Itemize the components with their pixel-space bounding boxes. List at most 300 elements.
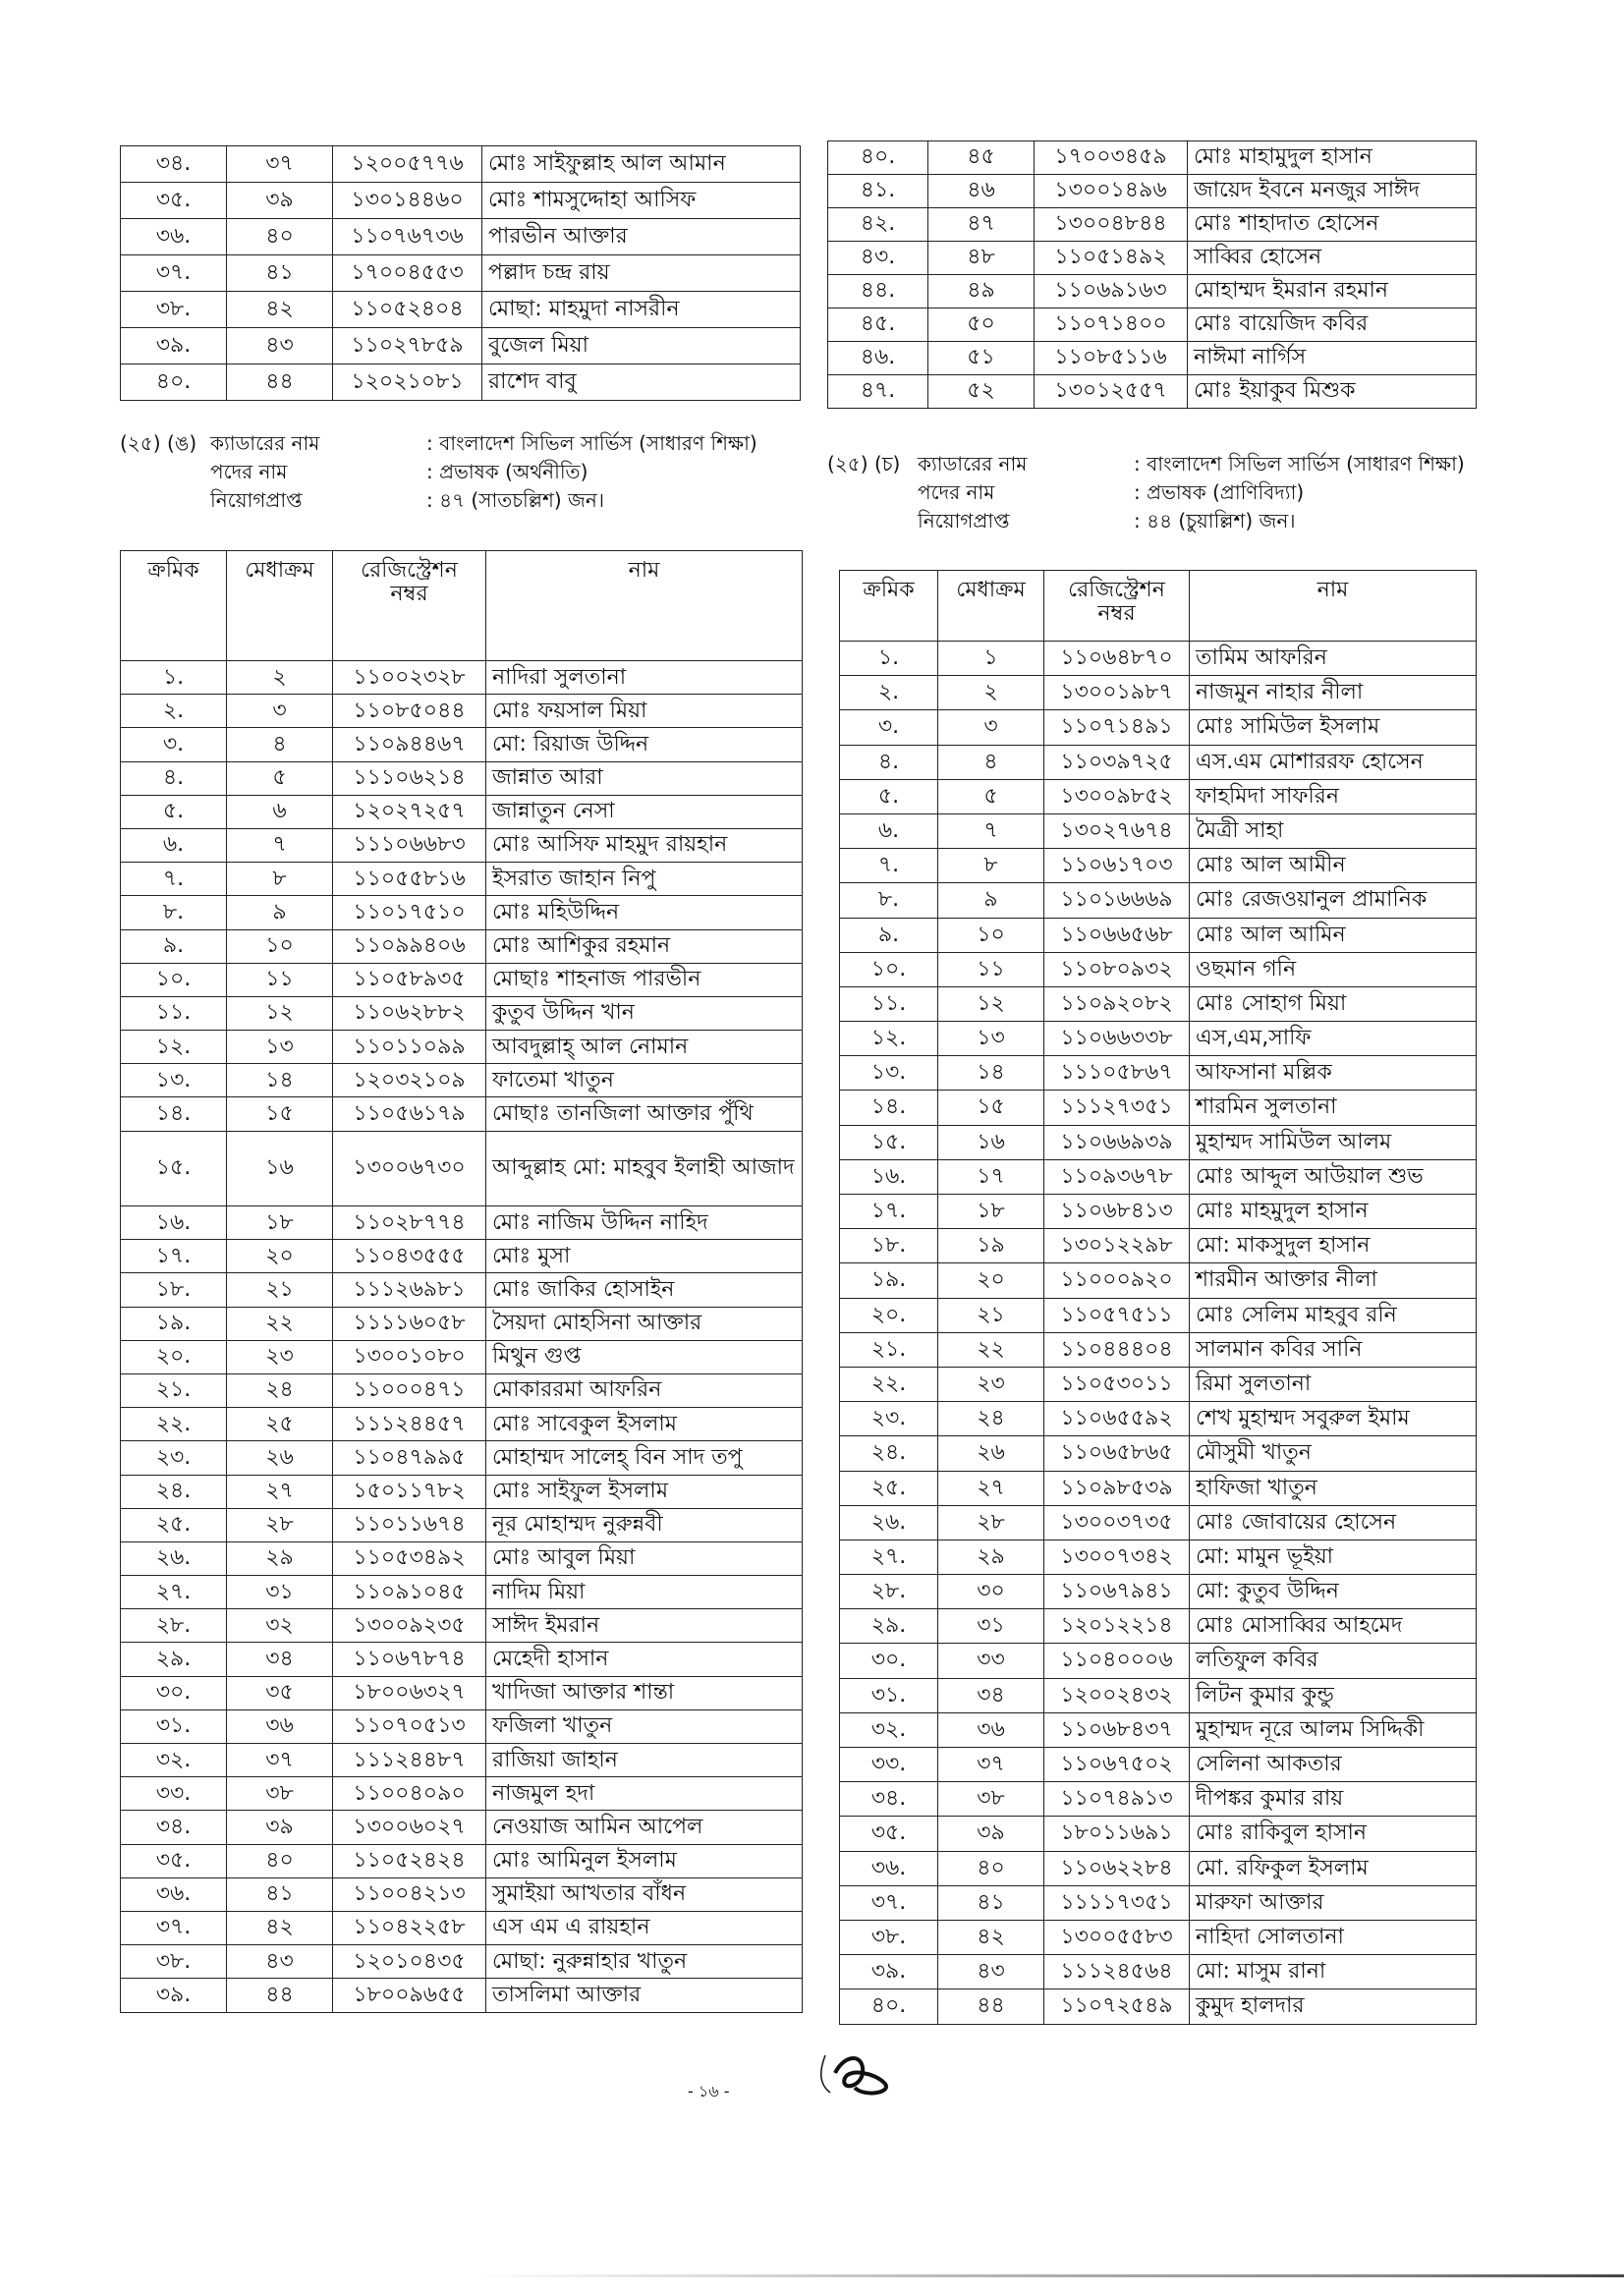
reg-cell: ১৩০১২২৯৮ [1044, 1229, 1190, 1263]
table-row [840, 1436, 1477, 1471]
name-cell: নাজমুন নাহার নীলা [1190, 676, 1477, 710]
table-row [121, 1811, 803, 1844]
name-cell: মোঃ সাইফুল ইসলাম [486, 1475, 803, 1508]
table-row [840, 745, 1477, 779]
name-cell: মোঃ আবুল মিয়া [486, 1541, 803, 1575]
merit-cell: ৪০ [227, 1844, 333, 1877]
left-post-row [120, 458, 757, 486]
merit-cell: ৯ [227, 896, 333, 929]
merit-cell: ৩১ [227, 1576, 333, 1609]
merit-cell: ৩৪ [227, 1643, 333, 1676]
reg-cell: ১১০৬৬৫৬৮ [1044, 918, 1190, 952]
table-row [840, 1748, 1477, 1782]
merit-cell: ২৭ [227, 1475, 333, 1508]
name-cell: ওছমান গনি [1190, 952, 1477, 986]
name-cell: মোঃ জোবায়ের হোসেন [1190, 1505, 1477, 1540]
name-cell: নাদিরা সুলতানা [486, 661, 803, 695]
table-row [840, 1332, 1477, 1367]
name-cell: লিটন কুমার কুন্ডু [1190, 1678, 1477, 1712]
merit-cell: ৪৬ [928, 175, 1035, 208]
name-cell: নাঈমা নার্গিস [1188, 342, 1477, 375]
right-col-name-header: নাম [1190, 571, 1477, 642]
table-row [840, 779, 1477, 813]
name-cell: মোকাররমা আফরিন [486, 1373, 803, 1407]
serial-cell: ১৩. [121, 1064, 227, 1097]
serial-cell: ১১. [121, 996, 227, 1030]
table-row [840, 918, 1477, 952]
reg-cell: ১১০৭৬৭৩৬ [333, 219, 482, 255]
serial-cell: ১০. [121, 963, 227, 996]
serial-cell: ৪৫. [828, 308, 928, 342]
serial-cell: ৩১. [121, 1709, 227, 1743]
merit-cell: ১৫ [227, 1097, 333, 1131]
name-cell: জান্নাত আরা [486, 761, 803, 795]
serial-cell: ৩. [840, 710, 938, 745]
name-cell: নূর মোহাম্মদ নুরুন্নবী [486, 1508, 803, 1541]
reg-cell: ১১০৬৯১৬৩ [1035, 275, 1188, 308]
reg-cell: ১৩০২৭৬৭৪ [1044, 813, 1190, 848]
reg-cell: ১১০৪৭৯৯৫ [333, 1441, 486, 1475]
merit-cell: ৪ [938, 745, 1044, 779]
merit-cell: ২২ [227, 1307, 333, 1340]
name-cell: মোঃ জাকির হোসাইন [486, 1273, 803, 1307]
merit-cell: ৯ [938, 883, 1044, 918]
merit-cell: ৩৬ [938, 1712, 1044, 1747]
reg-cell: ১১০৪৪৪০৪ [1044, 1332, 1190, 1367]
reg-cell: ১১০৭২৫৪৯ [1044, 1989, 1190, 2024]
table-row [840, 1609, 1477, 1644]
serial-cell: ৩৭. [840, 1885, 938, 1920]
name-cell: আবদুল্লাহ্ আল নোমান [486, 1031, 803, 1064]
name-cell: জায়েদ ইবনে মনজুর সাঈদ [1188, 175, 1477, 208]
right-post-label: পদের নাম [918, 480, 995, 504]
reg-cell: ১১০৫২৪২৪ [333, 1844, 486, 1877]
table-row [840, 1298, 1477, 1332]
name-cell: শেখ মুহাম্মদ সবুরুল ইমাম [1190, 1402, 1477, 1436]
name-cell: মোছা: নুরুন্নাহার খাতুন [486, 1945, 803, 1979]
table-row [121, 1979, 803, 2012]
table-row [121, 1064, 803, 1097]
merit-cell: ১০ [227, 929, 333, 963]
table-row [840, 1782, 1477, 1817]
merit-cell: ২৪ [938, 1402, 1044, 1436]
table-row [840, 849, 1477, 883]
serial-cell: ৪২. [828, 208, 928, 242]
table-row [121, 1131, 803, 1205]
name-cell: মোঃ সেলিম মাহবুব রনি [1190, 1298, 1477, 1332]
table-row [840, 1885, 1477, 1920]
name-cell: মোঃ আমিনুল ইসলাম [486, 1844, 803, 1877]
merit-cell: ৩১ [938, 1609, 1044, 1644]
merit-cell: ১৩ [938, 1022, 1044, 1056]
serial-cell: ২৮. [840, 1575, 938, 1609]
merit-cell: ১১ [938, 952, 1044, 986]
name-cell: নেওয়াজ আমিন আপেল [486, 1811, 803, 1844]
merit-cell: ২০ [227, 1240, 333, 1273]
name-cell: কুমুদ হালদার [1190, 1989, 1477, 2024]
serial-cell: ২৪. [121, 1475, 227, 1508]
left-cadre-row [120, 429, 757, 458]
name-cell: মেহেদী হাসান [486, 1643, 803, 1676]
reg-cell: ১১০৯৪৪৬৭ [333, 728, 486, 761]
name-cell: মোছাঃ তানজিলা আক্তার পুঁথি [486, 1097, 803, 1131]
reg-cell: ১২০২১০৮১ [333, 364, 482, 401]
table-row [840, 1402, 1477, 1436]
merit-cell: ৩৬ [227, 1709, 333, 1743]
serial-cell: ১৪. [121, 1097, 227, 1131]
serial-cell: ৫. [121, 795, 227, 828]
reg-cell: ১১১২৭৩৫১ [1044, 1091, 1190, 1125]
serial-cell: ৯. [121, 929, 227, 963]
table-row [121, 761, 803, 795]
table-row [121, 1408, 803, 1441]
name-cell: মোঃ আসিফ মাহমুদ রায়হান [486, 828, 803, 862]
table-row [840, 1920, 1477, 1954]
table-row [121, 1643, 803, 1676]
reg-cell: ১১০৪২২৫৮ [333, 1911, 486, 1944]
merit-cell: ২৭ [938, 1471, 1044, 1505]
merit-cell: ২৪ [227, 1373, 333, 1407]
table-row [121, 1777, 803, 1811]
serial-cell: ২১. [121, 1373, 227, 1407]
table-row [840, 1056, 1477, 1091]
name-cell: পল্লাদ চন্দ্র রায় [482, 255, 801, 292]
table-row [121, 1373, 803, 1407]
merit-cell: ২০ [938, 1263, 1044, 1298]
table-row [121, 1709, 803, 1743]
table-row [828, 275, 1477, 308]
serial-cell: ৩৪. [840, 1782, 938, 1817]
reg-cell: ১১১০৫৮৬৭ [1044, 1056, 1190, 1091]
merit-cell: ৩৭ [938, 1748, 1044, 1782]
table-row [840, 1195, 1477, 1229]
name-cell: মোঃ আল আমীন [1190, 849, 1477, 883]
table-row [121, 1676, 803, 1709]
left-main-table-body [121, 661, 803, 2013]
reg-cell: ১২০০২৪৩২ [1044, 1678, 1190, 1712]
merit-cell: ২ [938, 676, 1044, 710]
merit-cell: ২৯ [227, 1541, 333, 1575]
merit-cell: ৪৮ [928, 242, 1035, 275]
name-cell: তাসলিমা আক্তার [486, 1979, 803, 2012]
name-cell: মিথুন গুপ্ত [486, 1340, 803, 1373]
merit-cell: ৮ [938, 849, 1044, 883]
serial-cell: ১৯. [121, 1307, 227, 1340]
serial-cell: ২. [121, 695, 227, 728]
serial-cell: ৩৬. [121, 1877, 227, 1911]
serial-cell: ৩৪. [121, 146, 227, 183]
right-appointed-label: নিয়োগপ্রাপ্ত [918, 509, 1010, 532]
right-col-merit-header: মেধাক্রম [938, 571, 1044, 642]
merit-cell: ১ [938, 642, 1044, 676]
reg-cell: ১৮০০৯৬৫৫ [333, 1979, 486, 2012]
merit-cell: ৪৪ [938, 1989, 1044, 2024]
table-row [828, 308, 1477, 342]
serial-cell: ৩৫. [121, 1844, 227, 1877]
serial-cell: ৮. [121, 896, 227, 929]
merit-cell: ১৭ [938, 1159, 1044, 1194]
left-section-header [120, 429, 757, 515]
reg-cell: ১১০৬৭৯৪১ [1044, 1575, 1190, 1609]
serial-cell: ৫. [840, 779, 938, 813]
serial-cell: ১৭. [121, 1240, 227, 1273]
table-row [828, 175, 1477, 208]
serial-cell: ৩৩. [840, 1748, 938, 1782]
serial-cell: ১৫. [840, 1125, 938, 1159]
merit-cell: ৪৪ [227, 364, 333, 401]
reg-cell: ১১০১৬৬৬৯ [1044, 883, 1190, 918]
reg-cell: ১১০৯৯৪০৬ [333, 929, 486, 963]
right-post-value: : প্রভাষক (প্রাণিবিদ্যা) [1134, 480, 1305, 504]
reg-cell: ১১১১৬০৫৮ [333, 1307, 486, 1340]
table-row [840, 1817, 1477, 1851]
reg-cell: ১১০২৭৮৫৯ [333, 328, 482, 364]
merit-cell: ৩৯ [227, 183, 333, 219]
name-cell: আফসানা মল্লিক [1190, 1056, 1477, 1091]
table-row [121, 255, 801, 292]
left-appointed-row [120, 486, 757, 515]
table-row [121, 1541, 803, 1575]
name-cell: মোঃ মোসাব্বির আহমেদ [1190, 1609, 1477, 1644]
serial-cell: ১৯. [840, 1263, 938, 1298]
reg-cell: ১৩০০৩৭৩৫ [1044, 1505, 1190, 1540]
table-row [840, 1575, 1477, 1609]
name-cell: রাশেদ বাবু [482, 364, 801, 401]
top-left-table-body [121, 146, 801, 401]
reg-cell: ১১১২৪৪৫৭ [333, 1408, 486, 1441]
table-row [121, 1307, 803, 1340]
merit-cell: ৪০ [227, 219, 333, 255]
reg-cell: ১৩০০৯২৩৫ [333, 1609, 486, 1643]
merit-cell: ৩৯ [227, 1811, 333, 1844]
left-col-merit-header: মেধাক্রম [227, 551, 333, 661]
reg-cell: ১১০৫৭৫১১ [1044, 1298, 1190, 1332]
serial-cell: ৩৯. [840, 1955, 938, 1989]
reg-cell: ১৮০০৬৩২৭ [333, 1676, 486, 1709]
merit-cell: ৩০ [938, 1575, 1044, 1609]
merit-cell: ৪৩ [938, 1955, 1044, 1989]
right-cadre-value: : বাংলাদেশ সিভিল সার্ভিস (সাধারণ শিক্ষা) [1134, 452, 1465, 476]
name-cell: মোঃ নাজিম উদ্দিন নাহিদ [486, 1206, 803, 1240]
name-cell: মো. রফিকুল ইসলাম [1190, 1851, 1477, 1885]
serial-cell: ২৭. [121, 1576, 227, 1609]
table-row [840, 1955, 1477, 1989]
merit-cell: ৫ [227, 761, 333, 795]
merit-cell: ৩৪ [938, 1678, 1044, 1712]
name-cell: এস.এম মোশাররফ হোসেন [1190, 745, 1477, 779]
left-appointed-value: : ৪৭ (সাতচল্লিশ) জন। [426, 488, 604, 512]
serial-cell: ২. [840, 676, 938, 710]
name-cell: মৌসুমী খাতুন [1190, 1436, 1477, 1471]
serial-cell: ৩৫. [121, 183, 227, 219]
merit-cell: ২ [227, 661, 333, 695]
serial-cell: ৪৪. [828, 275, 928, 308]
serial-cell: ৭. [840, 849, 938, 883]
reg-cell: ১১০১১০৯৯ [333, 1031, 486, 1064]
serial-cell: ৪০. [121, 364, 227, 401]
table-row [840, 813, 1477, 848]
name-cell: নাদিম মিয়া [486, 1576, 803, 1609]
serial-cell: ১২. [840, 1022, 938, 1056]
name-cell: মুহাম্মদ সামিউল আলম [1190, 1125, 1477, 1159]
merit-cell: ৪৩ [227, 1945, 333, 1979]
table-row [840, 1712, 1477, 1747]
merit-cell: ৩৮ [938, 1782, 1044, 1817]
serial-cell: ৩৮. [121, 292, 227, 328]
serial-cell: ২২. [121, 1408, 227, 1441]
table-row [121, 1240, 803, 1273]
signature-mark [806, 2044, 924, 2112]
reg-cell: ১১০৮০৯৩২ [1044, 952, 1190, 986]
reg-cell: ১৫০১১৭৮২ [333, 1475, 486, 1508]
serial-cell: ৩১. [840, 1678, 938, 1712]
serial-cell: ২৫. [121, 1508, 227, 1541]
name-cell: মোঃ সোহাগ মিয়া [1190, 986, 1477, 1021]
serial-cell: ৩৯. [121, 1979, 227, 2012]
merit-cell: ৩ [938, 710, 1044, 745]
left-col-reg-header: রেজিস্ট্রেশন নম্বর [333, 551, 486, 661]
right-section-header [827, 450, 1465, 535]
serial-cell: ২৯. [121, 1643, 227, 1676]
merit-cell: ৩৭ [227, 146, 333, 183]
serial-cell: ৩৭. [121, 255, 227, 292]
serial-cell: ৩৮. [840, 1920, 938, 1954]
reg-cell: ১১০৬৪৮৭০ [1044, 642, 1190, 676]
left-post-value: : প্রভাষক (অর্থনীতি) [426, 460, 588, 483]
merit-cell: ৩২ [227, 1609, 333, 1643]
table-row [840, 1159, 1477, 1194]
merit-cell: ১৯ [938, 1229, 1044, 1263]
serial-cell: ৬. [121, 828, 227, 862]
table-row [828, 208, 1477, 242]
name-cell: মারুফা আক্তার [1190, 1885, 1477, 1920]
reg-cell: ১১০৬৮৪৩৭ [1044, 1712, 1190, 1747]
serial-cell: ৮. [840, 883, 938, 918]
name-cell: খাদিজা আক্তার শান্তা [486, 1676, 803, 1709]
merit-cell: ১৪ [938, 1056, 1044, 1091]
serial-cell: ১৮. [840, 1229, 938, 1263]
serial-cell: ১০. [840, 952, 938, 986]
serial-cell: ২৯. [840, 1609, 938, 1644]
table-row [840, 1367, 1477, 1401]
reg-cell: ১৩০০১৪৯৬ [1035, 175, 1188, 208]
left-cadre-label: ক্যাডারের নাম [210, 431, 320, 455]
serial-cell: ৩০. [840, 1644, 938, 1678]
name-cell: মোঃ মাহমুদুল হাসান [1190, 1195, 1477, 1229]
reg-cell: ১১০৫৬১৭৯ [333, 1097, 486, 1131]
reg-cell: ১৩০০১৯৮৭ [1044, 676, 1190, 710]
left-main-table-head [121, 551, 803, 661]
reg-cell: ১১০৫২৪০৪ [333, 292, 482, 328]
reg-cell: ১১১১৭৩৫১ [1044, 1885, 1190, 1920]
name-cell: শারমিন সুলতানা [1190, 1091, 1477, 1125]
merit-cell: ১৬ [938, 1125, 1044, 1159]
name-cell: মোঃ মাহামুদুল হাসান [1188, 141, 1477, 175]
name-cell: মোঃ আশিকুর রহমান [486, 929, 803, 963]
reg-cell: ১৩০১৪৪৬০ [333, 183, 482, 219]
table-row [840, 952, 1477, 986]
name-cell: ফাহমিদা সাফরিন [1190, 779, 1477, 813]
table-row [121, 1031, 803, 1064]
merit-cell: ৭ [938, 813, 1044, 848]
table-row [121, 863, 803, 896]
table-row [121, 1877, 803, 1911]
name-cell: মোঃ ফয়সাল মিয়া [486, 695, 803, 728]
top-right-table-body [828, 141, 1477, 409]
reg-cell: ১১০৬১৭০৩ [1044, 849, 1190, 883]
name-cell: মোহাম্মদ সালেহ্ বিন সাদ তপু [486, 1441, 803, 1475]
merit-cell: ৭ [227, 828, 333, 862]
serial-cell: ১৪. [840, 1091, 938, 1125]
name-cell: মোহাম্মদ ইমরান রহমান [1188, 275, 1477, 308]
table-row [840, 1022, 1477, 1056]
table-row [828, 342, 1477, 375]
reg-cell: ১৩০০১০৮০ [333, 1340, 486, 1373]
merit-cell: ৮ [227, 863, 333, 896]
table-row [121, 661, 803, 695]
name-cell: কুতুব উদ্দিন খান [486, 996, 803, 1030]
merit-cell: ৪১ [938, 1885, 1044, 1920]
serial-cell: ৩৮. [121, 1945, 227, 1979]
reg-cell: ১৩০০৬৭৩০ [333, 1131, 486, 1205]
merit-cell: ৪৯ [928, 275, 1035, 308]
merit-cell: ১০ [938, 918, 1044, 952]
serial-cell: ৪. [121, 761, 227, 795]
table-row [121, 1945, 803, 1979]
merit-cell: ৪৫ [928, 141, 1035, 175]
table-row [840, 1505, 1477, 1540]
serial-cell: ১. [840, 642, 938, 676]
right-cadre-row [827, 450, 1465, 478]
name-cell: দীপঙ্কর কুমার রায় [1190, 1782, 1477, 1817]
table-row [828, 242, 1477, 275]
reg-cell: ১১০৪৩৫৫৫ [333, 1240, 486, 1273]
reg-cell: ১১০০৪০৯০ [333, 1777, 486, 1811]
table-row [121, 963, 803, 996]
serial-cell: ৪৬. [828, 342, 928, 375]
table-row [840, 1091, 1477, 1125]
name-cell: লতিফুল কবির [1190, 1644, 1477, 1678]
merit-cell: ১২ [938, 986, 1044, 1021]
serial-cell: ৩২. [121, 1744, 227, 1777]
name-cell: শারমীন আক্তার নীলা [1190, 1263, 1477, 1298]
table-row [840, 642, 1477, 676]
reg-cell: ১১০৩৯৭২৫ [1044, 745, 1190, 779]
table-row [840, 1678, 1477, 1712]
right-cadre-label: ক্যাডারের নাম [918, 452, 1028, 476]
merit-cell: ১৪ [227, 1064, 333, 1097]
name-cell: মো: মাকসুদুল হাসান [1190, 1229, 1477, 1263]
serial-cell: ১৫. [121, 1131, 227, 1205]
serial-cell: ২৩. [121, 1441, 227, 1475]
reg-cell: ১১১০৬২১৪ [333, 761, 486, 795]
name-cell: ফাতেমা খাতুন [486, 1064, 803, 1097]
reg-cell: ১১০৬৭৮৭৪ [333, 1643, 486, 1676]
name-cell: মোঃ বায়েজিদ কবির [1188, 308, 1477, 342]
name-cell: মো: মাসুম রানা [1190, 1955, 1477, 1989]
table-row [840, 1125, 1477, 1159]
serial-cell: ২৬. [121, 1541, 227, 1575]
table-row [121, 1508, 803, 1541]
reg-cell: ১১০৭৪৯১৩ [1044, 1782, 1190, 1817]
name-cell: সেলিনা আকতার [1190, 1748, 1477, 1782]
reg-cell: ১১০৭১৪৯১ [1044, 710, 1190, 745]
reg-cell: ১১০৫৫৮১৬ [333, 863, 486, 896]
name-cell: ইসরাত জাহান নিপু [486, 863, 803, 896]
name-cell: বুজেল মিয়া [482, 328, 801, 364]
merit-cell: ৪৩ [227, 328, 333, 364]
table-row [121, 1576, 803, 1609]
